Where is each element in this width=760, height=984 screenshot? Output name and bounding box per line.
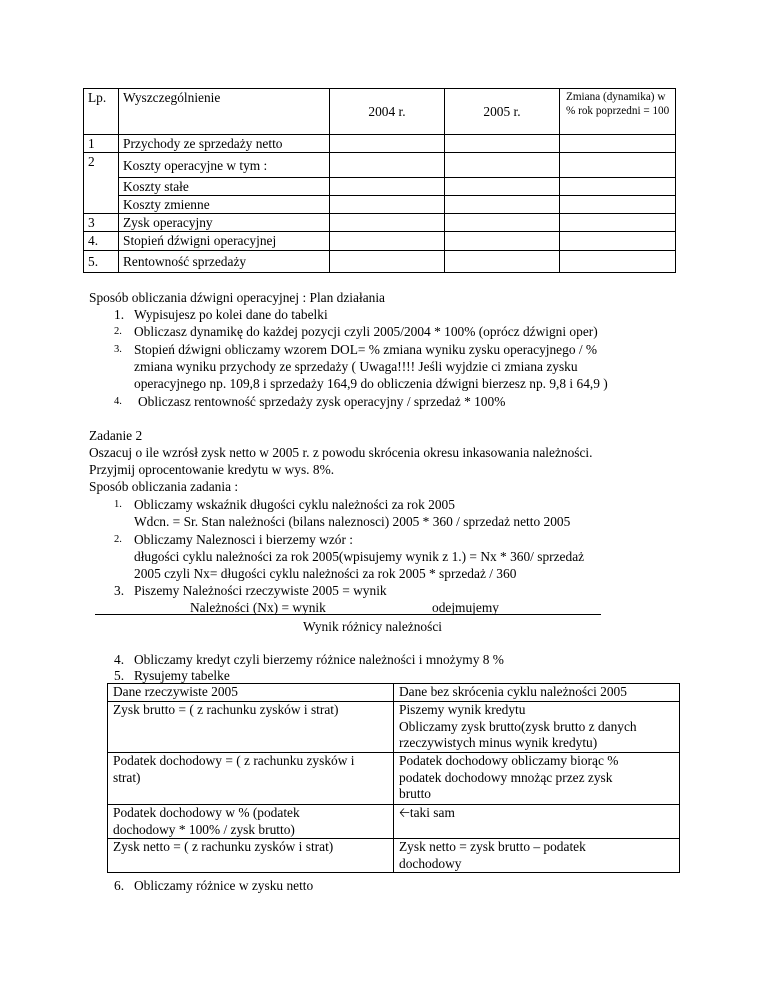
list-item-text: Piszemy Należności rzeczywiste 2005 = wynik — [134, 583, 387, 598]
row-lp: 1 — [84, 135, 119, 153]
table-row — [108, 702, 680, 753]
task-title: Zadanie 2 — [89, 428, 143, 443]
row-item: Stopień dźwigni operacyjnej — [119, 232, 330, 251]
row-2005 — [445, 153, 560, 178]
list-number: 3. — [114, 583, 125, 598]
cell-right — [394, 805, 680, 839]
header-item: Wyszczególnienie — [119, 89, 330, 135]
table-row — [84, 251, 676, 273]
list-item-text: długości cyklu należności za rok 2005(wpisujemy wynik z 1.) = Nx * 360/ sprzedaż — [134, 549, 585, 564]
row-change — [560, 232, 676, 251]
row-item: Koszty zmienne — [119, 196, 330, 214]
list-item-text: 2005 czyli Nx= długości cyklu należności za rok 2005 * sprzedaż / 360 — [134, 566, 517, 581]
cell-line: rzeczywistych minus wynik kredytu) — [399, 735, 598, 750]
cell-right — [394, 753, 680, 805]
row-2005 — [445, 232, 560, 251]
cell-line: dochodowy — [399, 855, 462, 871]
list-item-text: Obliczamy wskaźnik długości cyklu należności za rok 2005 — [134, 497, 455, 512]
row-change — [560, 196, 676, 214]
header-lp: Lp. — [84, 89, 119, 135]
cell-line: podatek dochodowy mnożąc przez zysk — [399, 769, 613, 785]
row-2004 — [330, 232, 445, 251]
cell-left — [108, 839, 394, 873]
row-2004 — [330, 251, 445, 273]
list-number: 6. — [114, 878, 125, 893]
header-actual: Dane rzeczywiste 2005 — [108, 684, 394, 702]
subtraction-left: Należności (Nx) = wynik — [190, 600, 326, 615]
cell-right — [394, 702, 680, 753]
row-lp: 2 — [84, 153, 119, 178]
row-item: Rentowność sprzedaży — [119, 251, 330, 273]
row-change — [560, 153, 676, 178]
cell-line: taki sam — [409, 805, 455, 820]
table-row — [108, 839, 680, 873]
list-number: 1. — [114, 307, 125, 322]
list-item-text: zmiana wyniku przychody ze sprzedaży ( Uwaga!!!! Jeśli wyjdzie ci zmiana zysku — [134, 359, 578, 374]
table-row — [84, 214, 676, 232]
cell-line: brutto — [399, 786, 431, 801]
method-heading: Sposób obliczania dźwigni operacyjnej : Plan działania — [89, 290, 385, 305]
row-lp: 5. — [84, 251, 119, 273]
table-row — [84, 178, 676, 196]
row-2004 — [330, 178, 445, 196]
row-2005 — [445, 196, 560, 214]
cell-left — [108, 805, 394, 839]
row-lp: 4. — [84, 232, 119, 251]
row-2005 — [445, 214, 560, 232]
cell-line: Piszemy wynik kredytu — [399, 702, 526, 717]
table-row — [84, 153, 676, 178]
list-number: 5. — [114, 668, 125, 683]
table-row — [108, 753, 680, 805]
cell-left — [108, 702, 394, 753]
list-item-text: Wypisujesz po kolei dane do tabelki — [134, 307, 328, 322]
task-intro: Przyjmij oprocentowanie kredytu w wys. 8%. — [89, 462, 335, 477]
row-item: Zysk operacyjny — [119, 214, 330, 232]
list-item-text: Obliczasz rentowność sprzedaży zysk operacyjny / sprzedaż * 100% — [138, 394, 506, 409]
header-without-shortening: Dane bez skrócenia cyklu należności 2005 — [394, 684, 680, 702]
subtraction-rule — [95, 614, 601, 615]
financial-table — [83, 88, 676, 273]
cell-line: Zysk netto = zysk brutto – podatek — [399, 839, 586, 854]
cell-line: Zysk brutto = ( z rachunku zysków i strat) — [113, 702, 339, 717]
cell-line: Podatek dochodowy obliczamy biorąc % — [399, 753, 619, 768]
row-2004 — [330, 153, 445, 178]
row-lp: 3 — [84, 214, 119, 232]
comparison-table — [107, 683, 680, 873]
row-2005 — [445, 178, 560, 196]
row-lp — [84, 178, 119, 196]
list-item-text: Obliczamy Naleznosci i bierzemy wzór : — [134, 532, 353, 547]
cell-right — [394, 839, 680, 873]
header-change: Zmiana (dynamika) w % rok poprzedni = 100 — [560, 89, 676, 135]
list-number: 2. — [114, 326, 122, 337]
table-row — [84, 135, 676, 153]
list-number: 4. — [114, 396, 122, 407]
header-2005: 2005 r. — [445, 89, 560, 135]
arrow-left-icon: 🡠 — [399, 805, 410, 820]
row-change — [560, 251, 676, 273]
subtraction-right: odejmujemy — [432, 600, 499, 615]
list-item-text: Obliczamy różnice w zysku netto — [134, 878, 314, 893]
table-row — [108, 805, 680, 839]
list-item-text: Rysujemy tabelke — [134, 668, 230, 683]
row-change — [560, 214, 676, 232]
list-item-text: Stopień dźwigni obliczamy wzorem DOL= % zmiana wyniku zysku operacyjnego / % — [134, 342, 598, 357]
row-item: Przychody ze sprzedaży netto — [119, 135, 330, 153]
list-number: 4. — [114, 652, 125, 667]
list-number: 2. — [114, 534, 122, 545]
row-item: Koszty operacyjne w tym : — [119, 153, 330, 178]
row-2005 — [445, 135, 560, 153]
cell-left — [108, 753, 394, 805]
row-lp — [84, 196, 119, 214]
table-header-row — [84, 89, 676, 135]
list-item-text: Wdcn. = Sr. Stan należności (bilans naleznosci) 2005 * 360 / sprzedaż netto 2005 — [134, 514, 571, 529]
cell-line: strat) — [113, 769, 141, 785]
row-2004 — [330, 135, 445, 153]
subtraction-result: Wynik różnicy należności — [303, 619, 442, 634]
table-row — [84, 196, 676, 214]
list-number: 1. — [114, 499, 122, 510]
list-item-text: Obliczamy kredyt czyli bierzemy różnice należności i mnożymy 8 % — [134, 652, 504, 667]
row-2004 — [330, 214, 445, 232]
row-item: Koszty stałe — [119, 178, 330, 196]
row-2004 — [330, 196, 445, 214]
cell-line: Obliczamy zysk brutto(zysk brutto z danych — [399, 718, 637, 734]
row-change — [560, 178, 676, 196]
cell-line: Podatek dochodowy = ( z rachunku zysków i — [113, 753, 355, 768]
cell-line: dochodowy * 100% / zysk brutto) — [113, 821, 295, 837]
row-2005 — [445, 251, 560, 273]
header-2004: 2004 r. — [330, 89, 445, 135]
list-number: 3. — [114, 344, 122, 355]
table-row — [84, 232, 676, 251]
cell-line: Podatek dochodowy w % (podatek — [113, 805, 300, 820]
task-intro: Oszacuj o ile wzrósł zysk netto w 2005 r. z powodu skrócenia okresu inkasowania należności. — [89, 445, 593, 460]
cell-line: Zysk netto = ( z rachunku zysków i strat) — [113, 839, 334, 854]
table-header-row — [108, 684, 680, 702]
task-intro: Sposób obliczania zadania : — [89, 479, 239, 494]
list-item-text: operacyjnego np. 109,8 i sprzedaży 164,9 do obliczenia dźwigni bierzesz np. 9,8 i 64,9 ) — [134, 376, 608, 391]
row-change — [560, 135, 676, 153]
list-item-text: Obliczasz dynamikę do każdej pozycji czyli 2005/2004 * 100% (oprócz dźwigni oper) — [134, 324, 598, 339]
